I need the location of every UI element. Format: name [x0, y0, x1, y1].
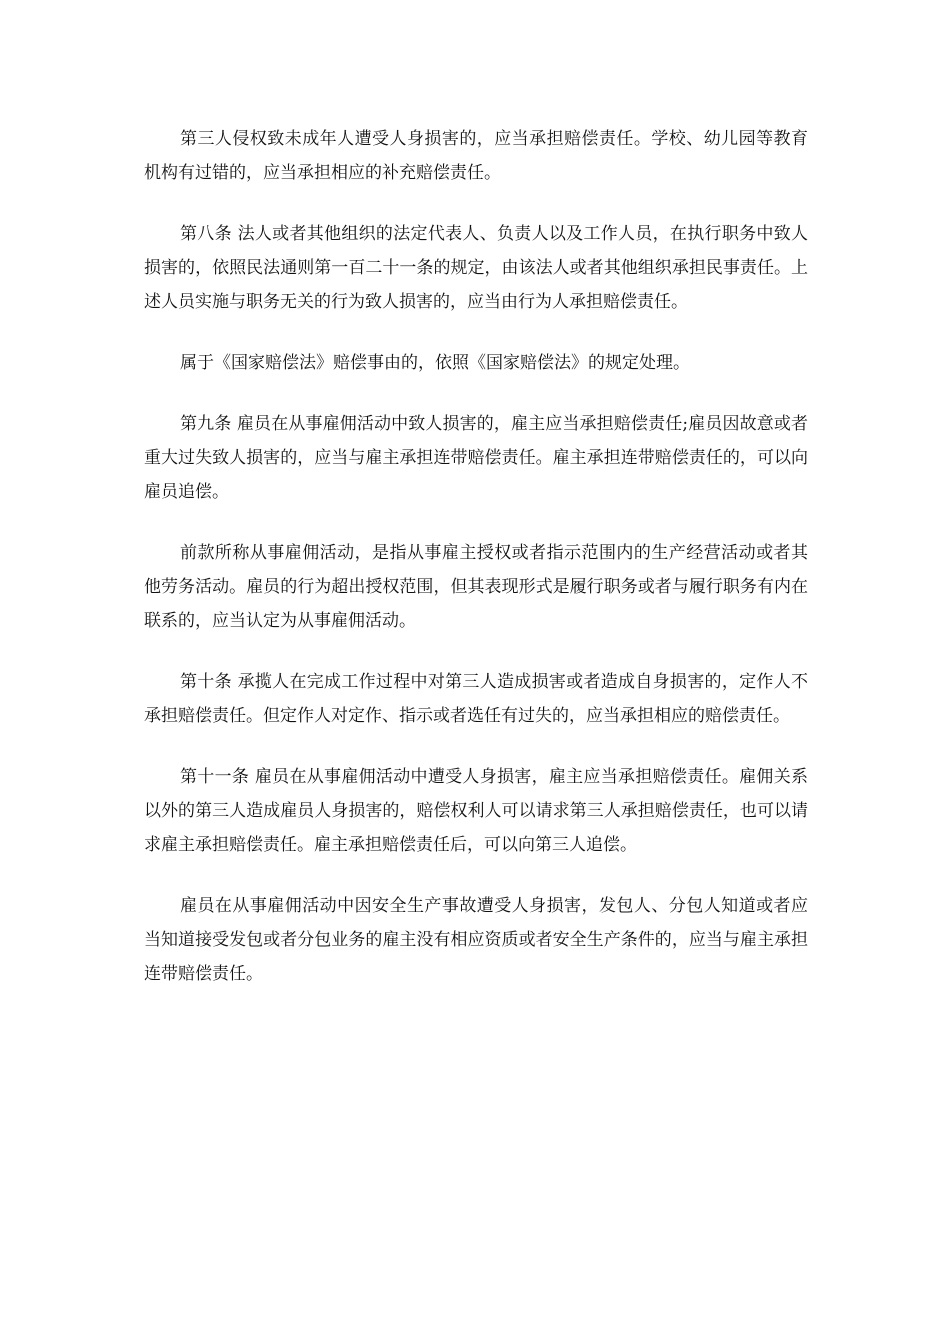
paragraph-article-9: 第九条 雇员在从事雇佣活动中致人损害的，雇主应当承担赔偿责任;雇员因故意或者重大过失致人损害的，应当与雇主承担连带赔偿责任。雇主承担连带赔偿责任的，可以向雇员追偿。: [144, 414, 808, 502]
paragraph-safety-accident: 雇员在从事雇佣活动中因安全生产事故遭受人身损害，发包人、分包人知道或者应当知道接受发包或者分包业务的雇主没有相应资质或者安全生产条件的，应当与雇主承担连带赔偿责任。: [144, 896, 808, 984]
paragraph-article-10: 第十条 承揽人在完成工作过程中对第三人造成损害或者造成自身损害的，定作人不承担赔偿责任。但定作人对定作、指示或者选任有过失的，应当承担相应的赔偿责任。: [144, 672, 808, 726]
paragraph-article-11: 第十一条 雇员在从事雇佣活动中遭受人身损害，雇主应当承担赔偿责任。雇佣关系以外的第三人造成雇员人身损害的，赔偿权利人可以请求第三人承担赔偿责任，也可以请求雇主承担赔偿责任。雇主承担赔偿责任后，可以向第三人追偿。: [144, 767, 808, 855]
document-body: [144, 122, 808, 1018]
paragraph-state-compensation: 属于《国家赔偿法》赔偿事由的，依照《国家赔偿法》的规定处理。: [180, 353, 690, 373]
paragraph-employment-activity-definition: 前款所称从事雇佣活动，是指从事雇主授权或者指示范围内的生产经营活动或者其他劳务活动。雇员的行为超出授权范围，但其表现形式是履行职务或者与履行职务有内在联系的，应当认定为从事雇佣活动。: [144, 543, 808, 631]
paragraph-third-party-minor: 第三人侵权致未成年人遭受人身损害的，应当承担赔偿责任。学校、幼儿园等教育机构有过错的，应当承担相应的补充赔偿责任。: [144, 129, 808, 183]
paragraph-article-8: 第八条 法人或者其他组织的法定代表人、负责人以及工作人员，在执行职务中致人损害的，依照民法通则第一百二十一条的规定，由该法人或者其他组织承担民事责任。上述人员实施与职务无关的行为致人损害的，应当由行为人承担赔偿责任。: [144, 224, 808, 312]
